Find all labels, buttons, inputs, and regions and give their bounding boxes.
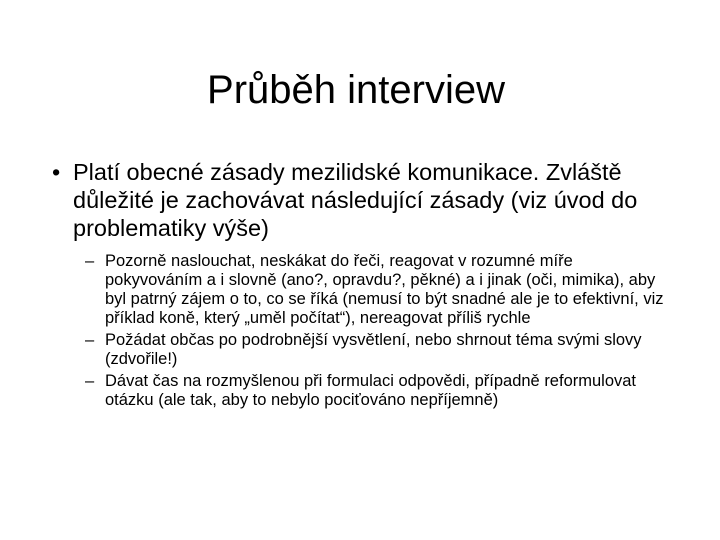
bullet-item [52, 158, 672, 410]
sub-bullet-marker: – [85, 331, 95, 349]
bullet-list [52, 158, 672, 413]
sub-bullet-item [68, 331, 667, 369]
sub-bullet-text: Pozorně naslouchat, neskákat do řeči, reagovat v rozumné míře pokyvováním a i slovně (ano?, opravdu?, pěkné) a i jinak (oči, mimika), aby byl patrný zájem o to, co se říká (nemusí to být snadné ale je to efektivní, viz příklad koně, který „uměl počítat“), nereagovat příliš rychle [105, 252, 664, 327]
bullet-text: Platí obecné zásady mezilidské komunikace. Zvláště důležité je zachovávat následující zásady (viz úvod do problematiky výše) [73, 159, 638, 241]
sub-bullet-text: Požádat občas po podrobnější vysvětlení, nebo shrnout téma svými slovy (zdvořile!) [105, 331, 642, 368]
sub-bullet-item [68, 252, 667, 328]
sub-bullet-marker: – [85, 372, 95, 390]
sub-bullet-item [68, 372, 667, 410]
sub-bullet-list [68, 252, 667, 410]
sub-bullet-marker: – [85, 252, 95, 270]
sub-bullet-text: Dávat čas na rozmyšlenou při formulaci odpovědi, případně reformulovat otázku (ale tak, aby to nebylo pociťováno nepříjemně) [105, 372, 637, 409]
bullet-marker: • [52, 159, 61, 185]
slide-title: Průběh interview [207, 68, 505, 112]
